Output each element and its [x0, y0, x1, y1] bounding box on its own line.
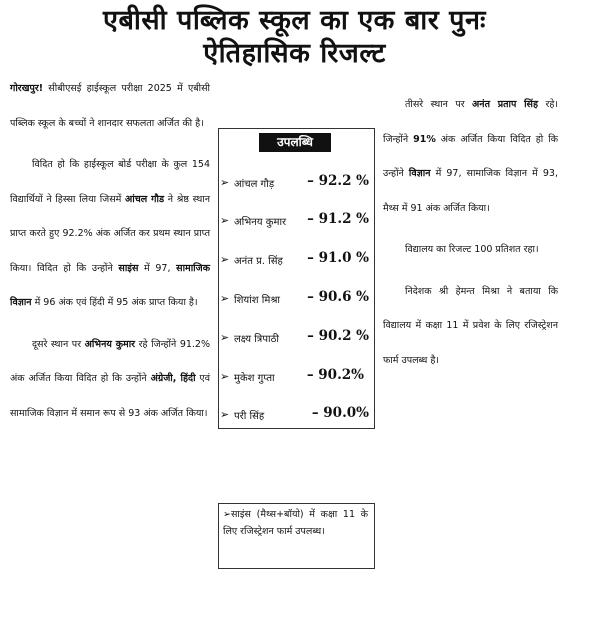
third-name: अनंत प्रताप सिंह: [472, 99, 539, 110]
right-column: [383, 88, 558, 378]
left-paragraph-1: [10, 72, 210, 141]
left-p3-text-d: एवं सामाजिक विज्ञान में समान रूप से 93 अंक अर्जित किया।: [10, 373, 210, 419]
rank-score: – 90.2%: [306, 367, 364, 383]
right-p1-text-c: रहे। जिन्होंने: [383, 99, 558, 145]
subject-social-science: सामाजिक विज्ञान: [10, 262, 210, 308]
left-paragraph-2: [10, 148, 210, 321]
left-p3-text-c: रहे जिन्होंने 91.2% अंक अर्जित किया विदित हो कि उन्होंने: [10, 338, 211, 384]
rank-name: शियांश मिश्रा: [234, 295, 280, 306]
subject-science: साइंस: [118, 262, 139, 274]
left-column: [10, 72, 210, 431]
rank-row: [219, 250, 374, 272]
rank-row: [219, 405, 374, 427]
rank-name: परी सिंह: [234, 411, 265, 422]
left-p3-text-a: दूसरे स्थान पर: [32, 338, 85, 350]
rank-name: आंचल गौड़: [234, 179, 275, 190]
headline: [10, 4, 579, 70]
subject-vigyan: विज्ञान: [408, 168, 431, 179]
arrow-icon: ➢: [220, 292, 230, 305]
right-paragraph-1: [383, 88, 558, 226]
left-p2-text-a: विदित हो कि हाईस्कूल बोर्ड परीक्षा के कुल 154 विद्यार्थियों ने हिस्सा लिया जिसमें: [10, 159, 210, 205]
rank-score: – 91.2 %: [307, 211, 369, 227]
rank-score: – 91.0 %: [307, 250, 369, 266]
third-percentage: 91%: [413, 133, 436, 145]
registration-notice-text: साइंस (मैथ्स+बॉयो) में कक्षा 11 के लिए रजिस्ट्रेशन फार्म उपलब्ध।: [223, 509, 368, 537]
right-paragraph-2: विद्यालय का रिजल्ट 100 प्रतिशत रहा।: [405, 244, 539, 255]
rank-score: – 90.0%: [311, 405, 369, 421]
rank-name: मुकेश गुप्ता: [234, 373, 275, 384]
subjects-english-hindi: अंग्रेजी, हिंदी: [150, 373, 196, 384]
right-p1-text-a: तीसरे स्थान पर: [405, 99, 473, 110]
right-p1-text-g: में 97, सामाजिक विज्ञान में 93, मैथ्स में 91 अंक अर्जित किया।: [383, 168, 558, 214]
rank-row: [219, 367, 374, 389]
achievement-box: [218, 128, 375, 429]
arrow-icon: ➢: [220, 408, 230, 421]
arrow-icon: ➢: [223, 509, 231, 520]
left-p2-text-e: में 96 अंक एवं हिंदी में 95 अंक प्राप्त किया है।: [31, 297, 198, 308]
left-paragraph-3: [10, 328, 210, 432]
rank-row: [219, 289, 374, 311]
left-p2-text-c: ने श्रेष्ठ स्थान प्राप्त करते हुए 92.2% अंक अर्जित कर प्रथम स्थान प्राप्त किया। विदित हो कि उन्होंने: [10, 193, 210, 274]
right-paragraph-3: निदेशक श्री हेमन्त मिश्रा ने बताया कि विद्यालय में कक्षा 11 में प्रवेश के लिए रजिस्ट्रेशन फार्म उपलब्ध है।: [383, 285, 558, 366]
headline-line-2: ऐतिहासिक रिजल्ट: [203, 38, 386, 69]
rank-score: – 92.2 %: [307, 173, 369, 189]
rank-row: [219, 328, 374, 350]
dateline: गोरखपुर!: [10, 83, 44, 94]
arrow-icon: ➢: [220, 214, 230, 227]
arrow-icon: ➢: [220, 253, 230, 266]
rank-name: लक्ष्य त्रिपाठी: [234, 334, 279, 345]
achievement-title: उपलब्धि: [259, 133, 331, 152]
registration-notice-box: [218, 503, 375, 569]
rank-name: अनंत प्र. सिंह: [234, 256, 283, 267]
arrow-icon: ➢: [220, 176, 230, 189]
second-name: अभिनय कुमार: [84, 338, 136, 350]
rank-score: – 90.6 %: [307, 289, 369, 305]
arrow-icon: ➢: [220, 331, 230, 344]
right-p1-text-e: अंक अर्जित किया विदित हो कि उन्होंने: [383, 133, 558, 179]
left-p2-text-d: में 97,: [138, 262, 177, 274]
topper-name: आंचल गौड: [125, 193, 165, 205]
rank-score: – 90.2 %: [307, 328, 369, 344]
rank-row: [219, 173, 374, 195]
rank-row: [219, 211, 374, 233]
rank-name: अभिनय कुमार: [234, 217, 287, 228]
headline-line-1: एबीसी पब्लिक स्कूल का एक बार पुनः: [103, 5, 486, 36]
arrow-icon: ➢: [220, 370, 230, 383]
left-p1-text: सीबीएसई हाईस्कूल परीक्षा 2025 में एबीसी पब्लिक स्कूल के बच्चों ने शानदार सफलता अर्जित की है।: [10, 83, 210, 129]
